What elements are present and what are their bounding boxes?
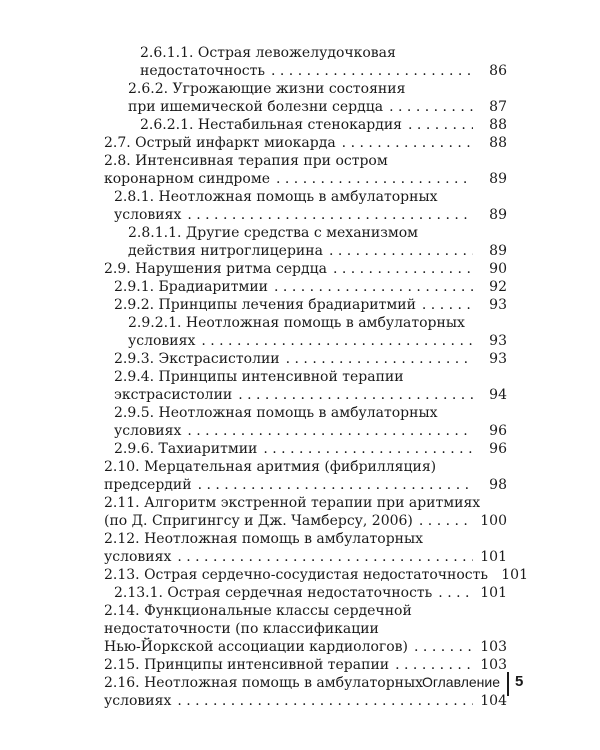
toc-entry-title-line: условиях (104, 693, 172, 709)
toc-entry-page-number: 101 (480, 549, 507, 565)
toc-entry-last-line (114, 440, 507, 458)
toc-entry-title-line: 2.9.4. Принципы интенсивной терапии (114, 369, 404, 385)
toc-dot-leader (195, 332, 473, 350)
toc-entry-last-line (104, 260, 507, 278)
toc-entry-last-line (114, 584, 507, 602)
toc-entry-page-number: 86 (489, 63, 507, 79)
toc-entry (104, 602, 507, 656)
toc-entry (104, 368, 507, 404)
table-of-contents (104, 44, 528, 710)
toc-entry-last-line (104, 134, 507, 152)
toc-dot-leader (402, 116, 473, 134)
toc-entry-page-number: 93 (489, 333, 507, 349)
toc-entry-last-line (114, 422, 507, 440)
toc-entry-title-line: 2.13.1. Острая сердечная недостаточность (114, 585, 433, 601)
toc-entry-title-line: 2.6.2. Угрожающие жизни состояния (128, 81, 406, 97)
toc-entry-page-number: 93 (489, 297, 507, 313)
toc-entry-title-line: 2.10. Мерцательная аритмия (фибрилляция) (104, 459, 437, 475)
toc-dot-leader (413, 512, 473, 530)
toc-entry-title-line: при ишемической болезни сердца (128, 99, 384, 115)
toc-entry-last-line (114, 278, 507, 296)
toc-dot-leader (383, 98, 473, 116)
toc-dot-leader (181, 422, 473, 440)
footer-divider (507, 672, 509, 696)
toc-entry-title-line: 2.9. Нарушения ритма сердца (104, 261, 327, 277)
toc-dot-leader (408, 638, 473, 656)
toc-entry (104, 314, 507, 350)
toc-entry-title-line: коронарном синдроме (104, 171, 270, 187)
toc-dot-leader (181, 206, 473, 224)
toc-entry (104, 188, 507, 224)
toc-entry-last-line (128, 98, 507, 116)
toc-entry-title-line: 2.12. Неотложная помощь в амбулаторных (104, 531, 424, 547)
toc-dot-leader (336, 134, 473, 152)
toc-entry-page-number: 89 (489, 207, 507, 223)
toc-entry-page-number: 88 (489, 117, 507, 133)
toc-entry (104, 566, 528, 584)
toc-entry-title-line: 2.14. Функциональные классы сердечной (104, 603, 412, 619)
toc-entry (104, 296, 507, 314)
toc-entry-title-line: условиях (114, 207, 182, 223)
toc-dot-leader (192, 476, 473, 494)
toc-entry-title-line: 2.7. Острый инфаркт миокарда (104, 135, 336, 151)
toc-entry-page-number: 90 (489, 261, 507, 277)
toc-entry-page-number: 92 (489, 279, 507, 295)
toc-dot-leader (232, 386, 473, 404)
toc-entry (104, 80, 507, 116)
toc-entry-last-line (104, 476, 507, 494)
toc-entry-title-line: недостаточности (по классификации (104, 621, 379, 637)
toc-entry (104, 260, 507, 278)
toc-entry (104, 278, 507, 296)
toc-entry (104, 440, 507, 458)
toc-dot-leader (270, 170, 473, 188)
toc-entry-page-number: 89 (489, 243, 507, 259)
toc-entry-title-line: условиях (114, 423, 182, 439)
toc-entry-title-line: условиях (104, 549, 172, 565)
toc-entry (104, 530, 507, 566)
toc-entry-page-number: 101 (501, 567, 528, 583)
toc-entry (104, 152, 507, 188)
toc-entry-title-line: 2.8.1. Неотложная помощь в амбулаторных (114, 189, 438, 205)
toc-entry-page-number: 103 (480, 657, 507, 673)
toc-entry-page-number: 94 (489, 387, 507, 403)
toc-entry (104, 494, 507, 530)
page-footer (0, 672, 600, 696)
toc-entry-page-number: 96 (489, 441, 507, 457)
toc-dot-leader (416, 296, 473, 314)
toc-entry-title-line: 2.11. Алгоритм экстренной терапии при аритмиях (104, 495, 481, 511)
toc-entry-last-line (104, 170, 507, 188)
toc-entry (104, 350, 507, 368)
toc-entry-title-line: Нью-Йоркской ассоциации кардиологов) (104, 639, 409, 655)
toc-entry-page-number: 89 (489, 171, 507, 187)
toc-entry-title-line: 2.6.1.1. Острая левожелудочковая (140, 45, 396, 61)
toc-entry-title-line: 2.9.5. Неотложная помощь в амбулаторных (114, 405, 438, 421)
toc-dot-leader (265, 62, 473, 80)
toc-entry-last-line (104, 566, 528, 584)
toc-entry-title-line: 2.15. Принципы интенсивной терапии (104, 657, 390, 673)
toc-entry-page-number: 98 (489, 477, 507, 493)
toc-dot-leader (327, 260, 473, 278)
toc-entry-title-line: 2.9.1. Брадиаритмии (114, 279, 269, 295)
toc-entry-title-line: недостаточность (140, 63, 265, 79)
toc-entry-title-line: предсердий (104, 477, 192, 493)
toc-entry-title-line: 2.8.1.1. Другие средства с механизмом (128, 225, 419, 241)
toc-entry-last-line (114, 350, 507, 368)
toc-entry-title-line: 2.13. Острая сердечно-сосудистая недостаточность (104, 567, 488, 583)
toc-entry-title-line: 2.9.2. Принципы лечения брадиаритмий (114, 297, 416, 313)
toc-entry-title-line: действия нитроглицерина (128, 243, 323, 259)
toc-entry-last-line (140, 62, 507, 80)
toc-entry-title-line: 2.8. Интенсивная терапия при остром (104, 153, 388, 169)
toc-dot-leader (280, 350, 473, 368)
toc-entry (104, 134, 507, 152)
toc-entry-page-number: 87 (489, 99, 507, 115)
toc-entry-title-line: 2.6.2.1. Нестабильная стенокардия (140, 117, 403, 133)
toc-entry-last-line (114, 206, 507, 224)
toc-entry-last-line (114, 296, 507, 314)
toc-entry (104, 44, 507, 80)
toc-entry-last-line (114, 386, 507, 404)
toc-entry-last-line (104, 548, 507, 566)
toc-entry-last-line (128, 332, 507, 350)
toc-dot-leader (432, 584, 473, 602)
footer-section-title: Оглавление (421, 674, 500, 690)
toc-entry (104, 458, 507, 494)
toc-entry-title-line: 2.9.3. Экстрасистолии (114, 351, 280, 367)
toc-entry-title-line: экстрасистолии (114, 387, 233, 403)
toc-entry-title-line: 2.16. Неотложная помощь в амбулаторных (104, 675, 424, 691)
toc-entry-last-line (104, 512, 507, 530)
footer-page-number: 5 (515, 673, 524, 690)
toc-entry-title-line: (по Д. Спригингсу и Дж. Чамберсу, 2006) (104, 513, 413, 529)
toc-entry-title-line: 2.9.2.1. Неотложная помощь в амбулаторных (128, 315, 465, 331)
toc-entry-page-number: 93 (489, 351, 507, 367)
toc-entry-page-number: 101 (480, 585, 507, 601)
toc-entry-last-line (104, 638, 507, 656)
toc-dot-leader (268, 278, 473, 296)
toc-entry (104, 404, 507, 440)
toc-entry-page-number: 88 (489, 135, 507, 151)
toc-entry-page-number: 96 (489, 423, 507, 439)
toc-entry-title-line: условиях (128, 333, 196, 349)
toc-entry (104, 116, 507, 134)
toc-dot-leader (323, 242, 473, 260)
toc-entry-last-line (140, 116, 507, 134)
toc-entry-last-line (128, 242, 507, 260)
toc-entry (104, 584, 507, 602)
toc-entry-title-line: 2.9.6. Тахиаритмии (114, 441, 258, 457)
toc-entry-page-number: 103 (480, 639, 507, 655)
toc-dot-leader (257, 440, 473, 458)
toc-entry-page-number: 104 (480, 693, 507, 709)
toc-entry-page-number: 100 (480, 513, 507, 529)
toc-entry (104, 224, 507, 260)
toc-dot-leader (171, 548, 473, 566)
